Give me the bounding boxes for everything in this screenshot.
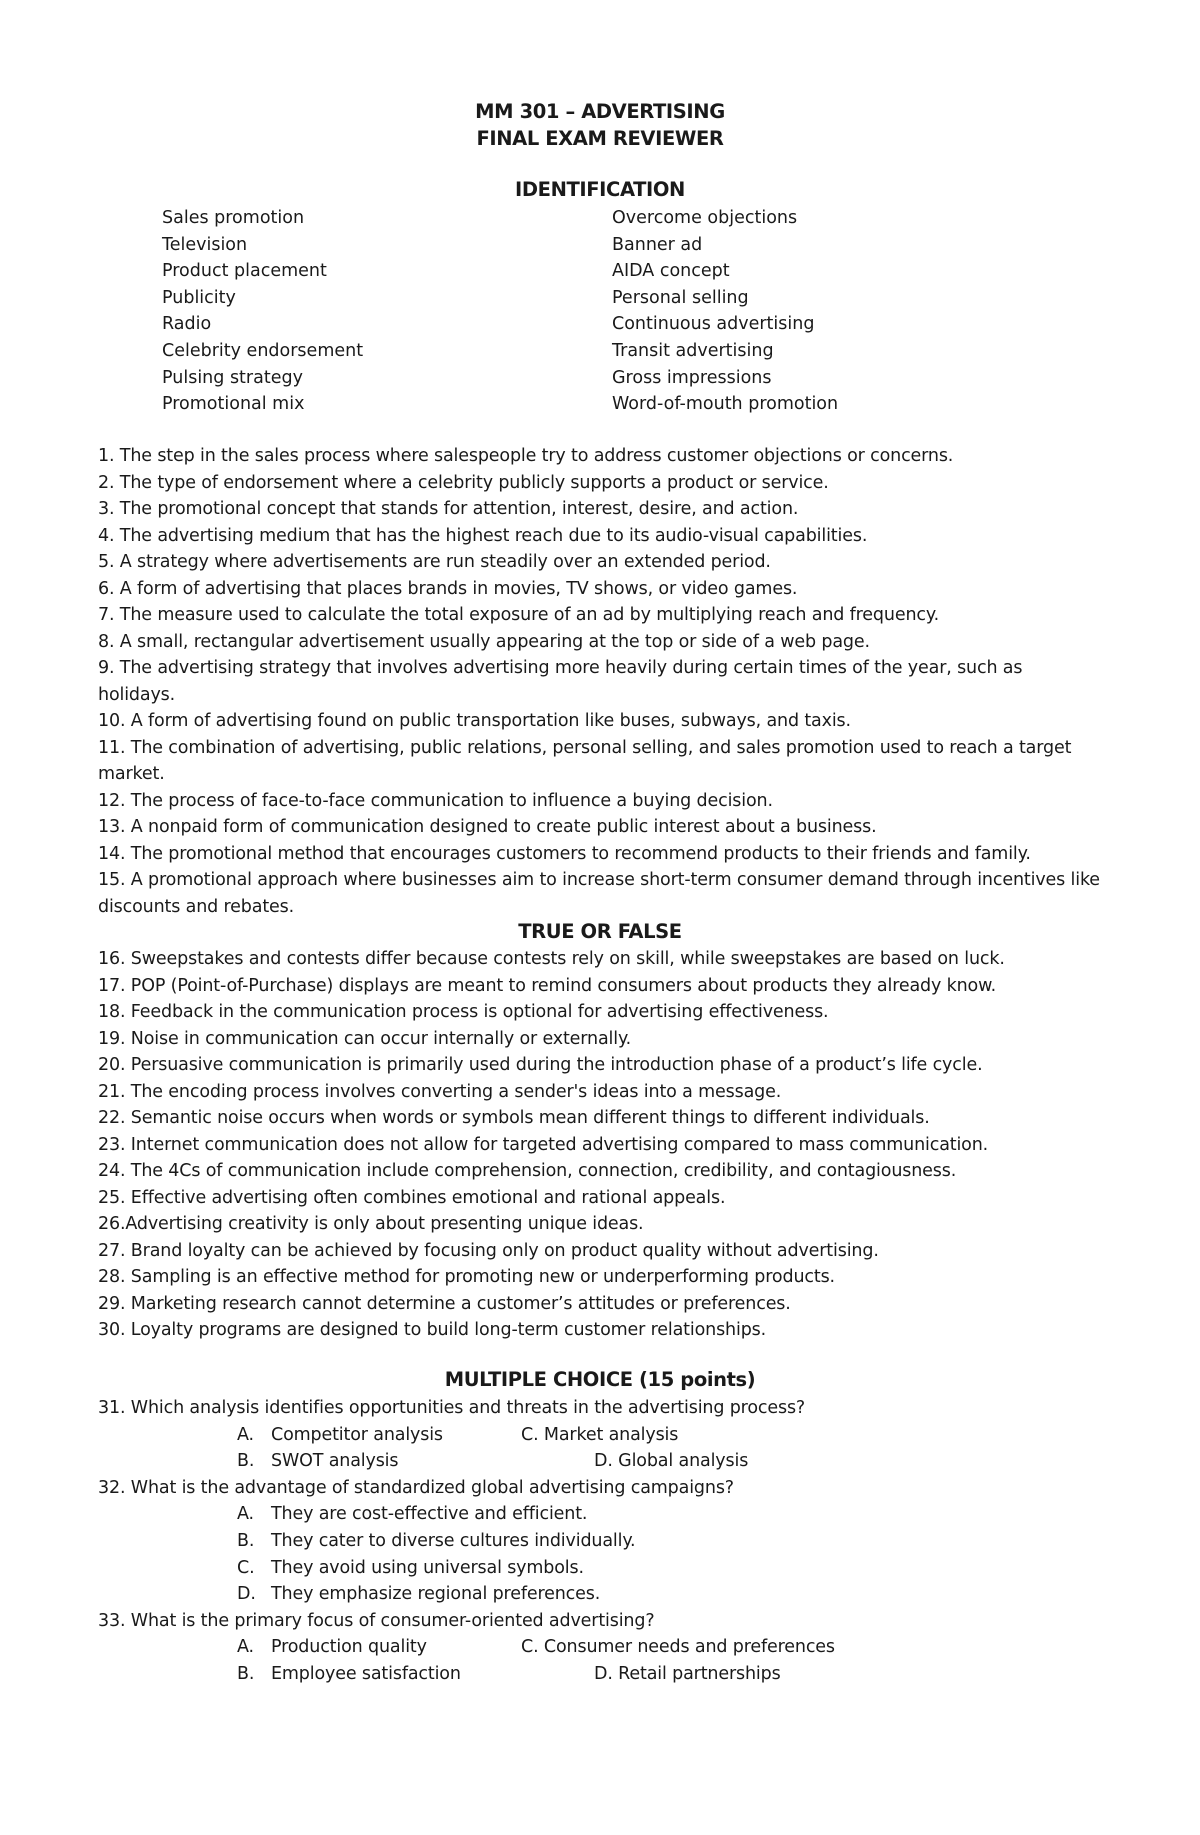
choice-row [98,1448,1103,1475]
choice-b: B. Employee satisfaction [237,1663,461,1684]
term-item: Celebrity endorsement [162,340,364,361]
terms-right-column [612,205,838,418]
term-item: Radio [162,314,212,335]
terms-left-column [162,205,363,418]
term-item: Overcome objections [612,208,798,228]
question-item: 1. The step in the sales process where salespeople try to address customer objections or concerns. [98,446,954,466]
term-item: Product placement [162,261,327,282]
choice-b: B. They cater to diverse cultures individually. [237,1530,636,1551]
question-item: 29. Marketing research cannot determine a customer’s attitudes or preferences. [98,1293,791,1314]
question-item: 30. Loyalty programs are designed to build long-term customer relationships. [98,1320,767,1340]
term-item: Promotional mix [162,394,305,415]
question-item: 12. The process of face-to-face communication to influence a buying decision. [98,790,773,811]
term-item: Word-of-mouth promotion [612,394,839,415]
question-item: 15. A promotional approach where businesses aim to increase short-term consumer demand through incentives like discounts and rebates. [98,870,1100,917]
question-item: 5. A strategy where advertisements are run steadily over an extended period. [98,552,771,572]
question-item: 31. Which analysis identifies opportunities and threats in the advertising process? [98,1398,806,1418]
term-item: Personal selling [612,287,749,308]
choice-row [98,1501,1103,1528]
choice-c: C. Market analysis [521,1424,679,1445]
question-item: 9. The advertising strategy that involves advertising more heavily during certain times of the year, such as holidays. [98,658,1023,705]
question-item: 21. The encoding process involves converting a sender's ideas into a message. [98,1081,782,1102]
question-item: 19. Noise in communication can occur internally or externally. [98,1028,632,1049]
question-item: 32. What is the advantage of standardized global advertising campaigns? [98,1477,734,1498]
question-item: 22. Semantic noise occurs when words or symbols mean different things to different individuals. [98,1108,930,1128]
term-item: Continuous advertising [612,314,815,335]
question-item: 11. The combination of advertising, public relations, personal selling, and sales promotion used to reach a target market. [98,737,1072,784]
question-item: 17. POP (Point-of-Purchase) displays are meant to remind consumers about products they already know. [98,975,997,996]
choice-b: B. SWOT analysis [237,1451,399,1472]
question-item: 3. The promotional concept that stands for attention, interest, desire, and action. [98,499,799,519]
question-item: 18. Feedback in the communication process is optional for advertising effectiveness. [98,1002,829,1022]
question-item: 28. Sampling is an effective method for promoting new or underperforming products. [98,1267,835,1287]
true-or-false-heading: TRUE OR FALSE [518,920,682,943]
choice-d: D. Retail partnerships [594,1663,781,1684]
term-item: Transit advertising [612,340,774,361]
question-item: 4. The advertising medium that has the highest reach due to its audio-visual capabilities. [98,525,868,546]
question-item: 7. The measure used to calculate the total exposure of an ad by multiplying reach and frequency. [98,605,939,625]
question-item: 33. What is the primary focus of consumer-oriented advertising? [98,1610,655,1631]
question-item: 2. The type of endorsement where a celebrity publicly supports a product or service. [98,472,829,493]
question-item: 27. Brand loyalty can be achieved by focusing only on product quality without advertising. [98,1240,879,1261]
question-item: 23. Internet communication does not allow for targeted advertising compared to mass communication. [98,1134,989,1155]
true-or-false-questions [98,946,1103,1344]
multiple-choice-heading: MULTIPLE CHOICE (15 points) [444,1368,756,1391]
question-item: 10. A form of advertising found on public transportation like buses, subways, and taxis. [98,711,851,731]
choice-d: D. Global analysis [594,1451,749,1472]
choice-c: C. Consumer needs and preferences [521,1637,835,1658]
choice-d: D. They emphasize regional preferences. [237,1584,601,1605]
choice-a: A. Production quality [237,1637,427,1658]
term-item: Pulsing strategy [162,367,303,388]
question-item: 25. Effective advertising often combines emotional and rational appeals. [98,1187,726,1208]
choice-row [98,1661,1103,1688]
choice-row [98,1528,1103,1555]
term-item: Sales promotion [162,208,305,228]
question-item: 6. A form of advertising that places brands in movies, TV shows, or video games. [98,578,798,599]
term-item: Publicity [162,287,236,308]
term-item: Gross impressions [612,367,772,388]
identification-heading: IDENTIFICATION [515,178,685,201]
choice-row [98,1422,1103,1449]
term-item: Television [162,234,248,255]
term-item: Banner ad [612,234,703,255]
identification-questions [98,443,1103,920]
choice-row [98,1555,1103,1582]
choice-c: C. They avoid using universal symbols. [237,1557,584,1578]
document-subtitle: FINAL EXAM REVIEWER [476,127,724,150]
question-item: 13. A nonpaid form of communication designed to create public interest about a business. [98,817,877,837]
question-item: 20. Persuasive communication is primarily used during the introduction phase of a product’s life cycle. [98,1055,983,1075]
choice-row [98,1581,1103,1608]
document-title: MM 301 – ADVERTISING [475,100,725,123]
choice-row [98,1634,1103,1661]
question-item: 8. A small, rectangular advertisement usually appearing at the top or side of a web page. [98,631,870,652]
question-item: 24. The 4Cs of communication include comprehension, connection, credibility, and contagiousness. [98,1161,957,1181]
term-item: AIDA concept [612,261,730,282]
question-item: 14. The promotional method that encourages customers to recommend products to their friends and family. [98,843,1031,864]
choice-a: A. Competitor analysis [237,1424,443,1445]
multiple-choice-questions [98,1395,1103,1688]
question-item: 16. Sweepstakes and contests differ because contests rely on skill, while sweepstakes are based on luck. [98,949,1005,969]
question-item: 26.Advertising creativity is only about presenting unique ideas. [98,1214,644,1234]
choice-a: A. They are cost-effective and efficient. [237,1504,588,1525]
